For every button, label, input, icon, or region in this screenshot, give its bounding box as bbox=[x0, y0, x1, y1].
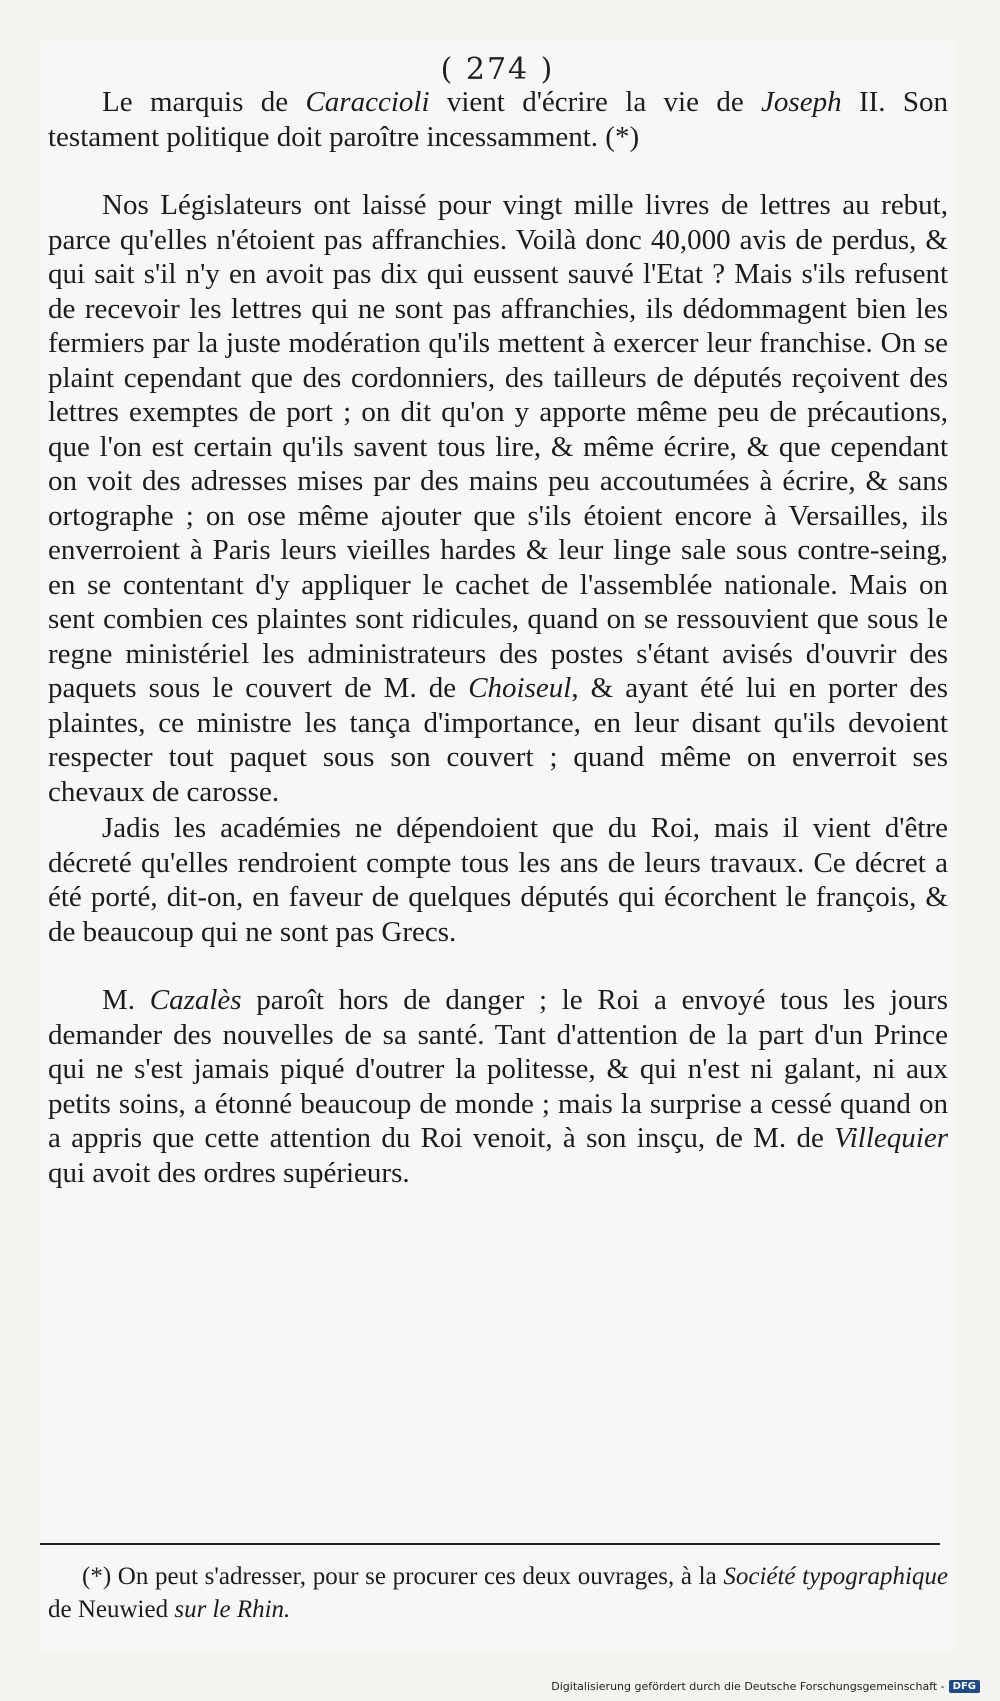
italic-text: Joseph bbox=[761, 86, 842, 118]
footnote bbox=[48, 1560, 948, 1626]
text-run: paroît hors de danger ; le Roi a envoyé tous les jours demander des nouvelles de sa santé. Tant d'attention de la part d'un Prince qui ne s'est jamais piqué d'outrer la politesse, & qui n'est ni galant, ni aux petits soins, a étonné beaucoup de monde ; mais la surprise a cessé quand on a appris que cette attention du Roi venoit, à son insçu, de M. de bbox=[48, 984, 948, 1154]
footnote-divider bbox=[40, 1543, 940, 1545]
text-run: qui avoit des ordres supérieurs. bbox=[48, 1156, 410, 1189]
page-number: ( 274 ) bbox=[440, 52, 555, 87]
italic-text: Villequier bbox=[834, 1122, 948, 1154]
paragraph bbox=[48, 85, 948, 154]
italic-text: Caraccioli bbox=[305, 86, 430, 118]
footnote-text bbox=[48, 1560, 948, 1626]
body-text bbox=[48, 85, 948, 1190]
text-run: Le marquis de bbox=[102, 86, 306, 118]
text-run: vient d'écrire la vie de bbox=[429, 86, 762, 118]
italic-text: Société typographique bbox=[723, 1563, 948, 1590]
text-run: Nos Législateurs ont laissé pour vingt mille livres de lettres au rebut, parce qu'elles n'étoient pas affranchies. Voilà donc 40,000 avis de perdus, & qui sait s'il n'y en avoit pas dix qui eussent sauvé l'Etat ? Mais s'ils refusent de recevoir les lettres qui ne sont pas affranchies, ils dédommagent bien les fermiers par la juste modération qu'ils mettent à exercer leur franchise. On se plaint cependant que des cordonniers, des tailleurs de députés reçoivent des lettres exemptes de port ; on dit qu'on y apporte même peu de précautions, que l'on est certain qu'ils savent tous lire, & même écrire, & que cependant on voit des adresses mises par des mains peu accoutumées à écrire, & sans ortographe ; on ose même ajouter que s'ils étoient encore à Versailles, ils enverroient à Paris leurs vieilles hardes & leur linge sale sous contre-seing, en se contentant d'y appliquer le cachet de l'assemblée nationale. Mais on sent combien ces plaintes sont ridicules, quand on se ressouvient que sous le regne ministériel les administrateurs des postes s'étant avisés d'ouvrir des paquets sous le couvert de M. de bbox=[48, 189, 948, 704]
paragraph bbox=[48, 811, 948, 949]
text-run: (*) On peut s'adresser, pour se procurer ces deux ouvrages, à la bbox=[82, 1563, 724, 1590]
italic-text: sur le Rhin. bbox=[174, 1596, 291, 1623]
text-run: , & ayant été lui en porter des plaintes, ce ministre les tança d'importance, en leur disant qu'ils devoient respecter tout paquet sous son couvert ; quand même on enverroit ses chevaux de carosse. bbox=[48, 672, 948, 808]
italic-text: Choiseul bbox=[468, 672, 572, 704]
credit-text: Digitalisierung gefördert durch die Deutsche Forschungsgemeinschaft - bbox=[551, 1680, 945, 1693]
digitization-credit bbox=[551, 1680, 980, 1693]
dfg-logo: DFG bbox=[949, 1680, 980, 1693]
paragraph bbox=[48, 983, 948, 1190]
text-run: II. Son testament politique doit paroître incessamment. (*) bbox=[48, 86, 948, 153]
text-run: M. bbox=[102, 984, 150, 1016]
paragraph bbox=[48, 188, 948, 809]
text-run: de Neuwied bbox=[48, 1596, 175, 1623]
text-run: Jadis les académies ne dépendoient que du Roi, mais il vient d'être décreté qu'elles rendroient compte tous les ans de leurs travaux. Ce décret a été porté, dit-on, en faveur de quelques députés qui écorchent le françois, & de beaucoup qui ne sont pas Grecs. bbox=[48, 812, 948, 948]
italic-text: Cazalès bbox=[149, 984, 242, 1016]
document-page bbox=[40, 40, 955, 1650]
